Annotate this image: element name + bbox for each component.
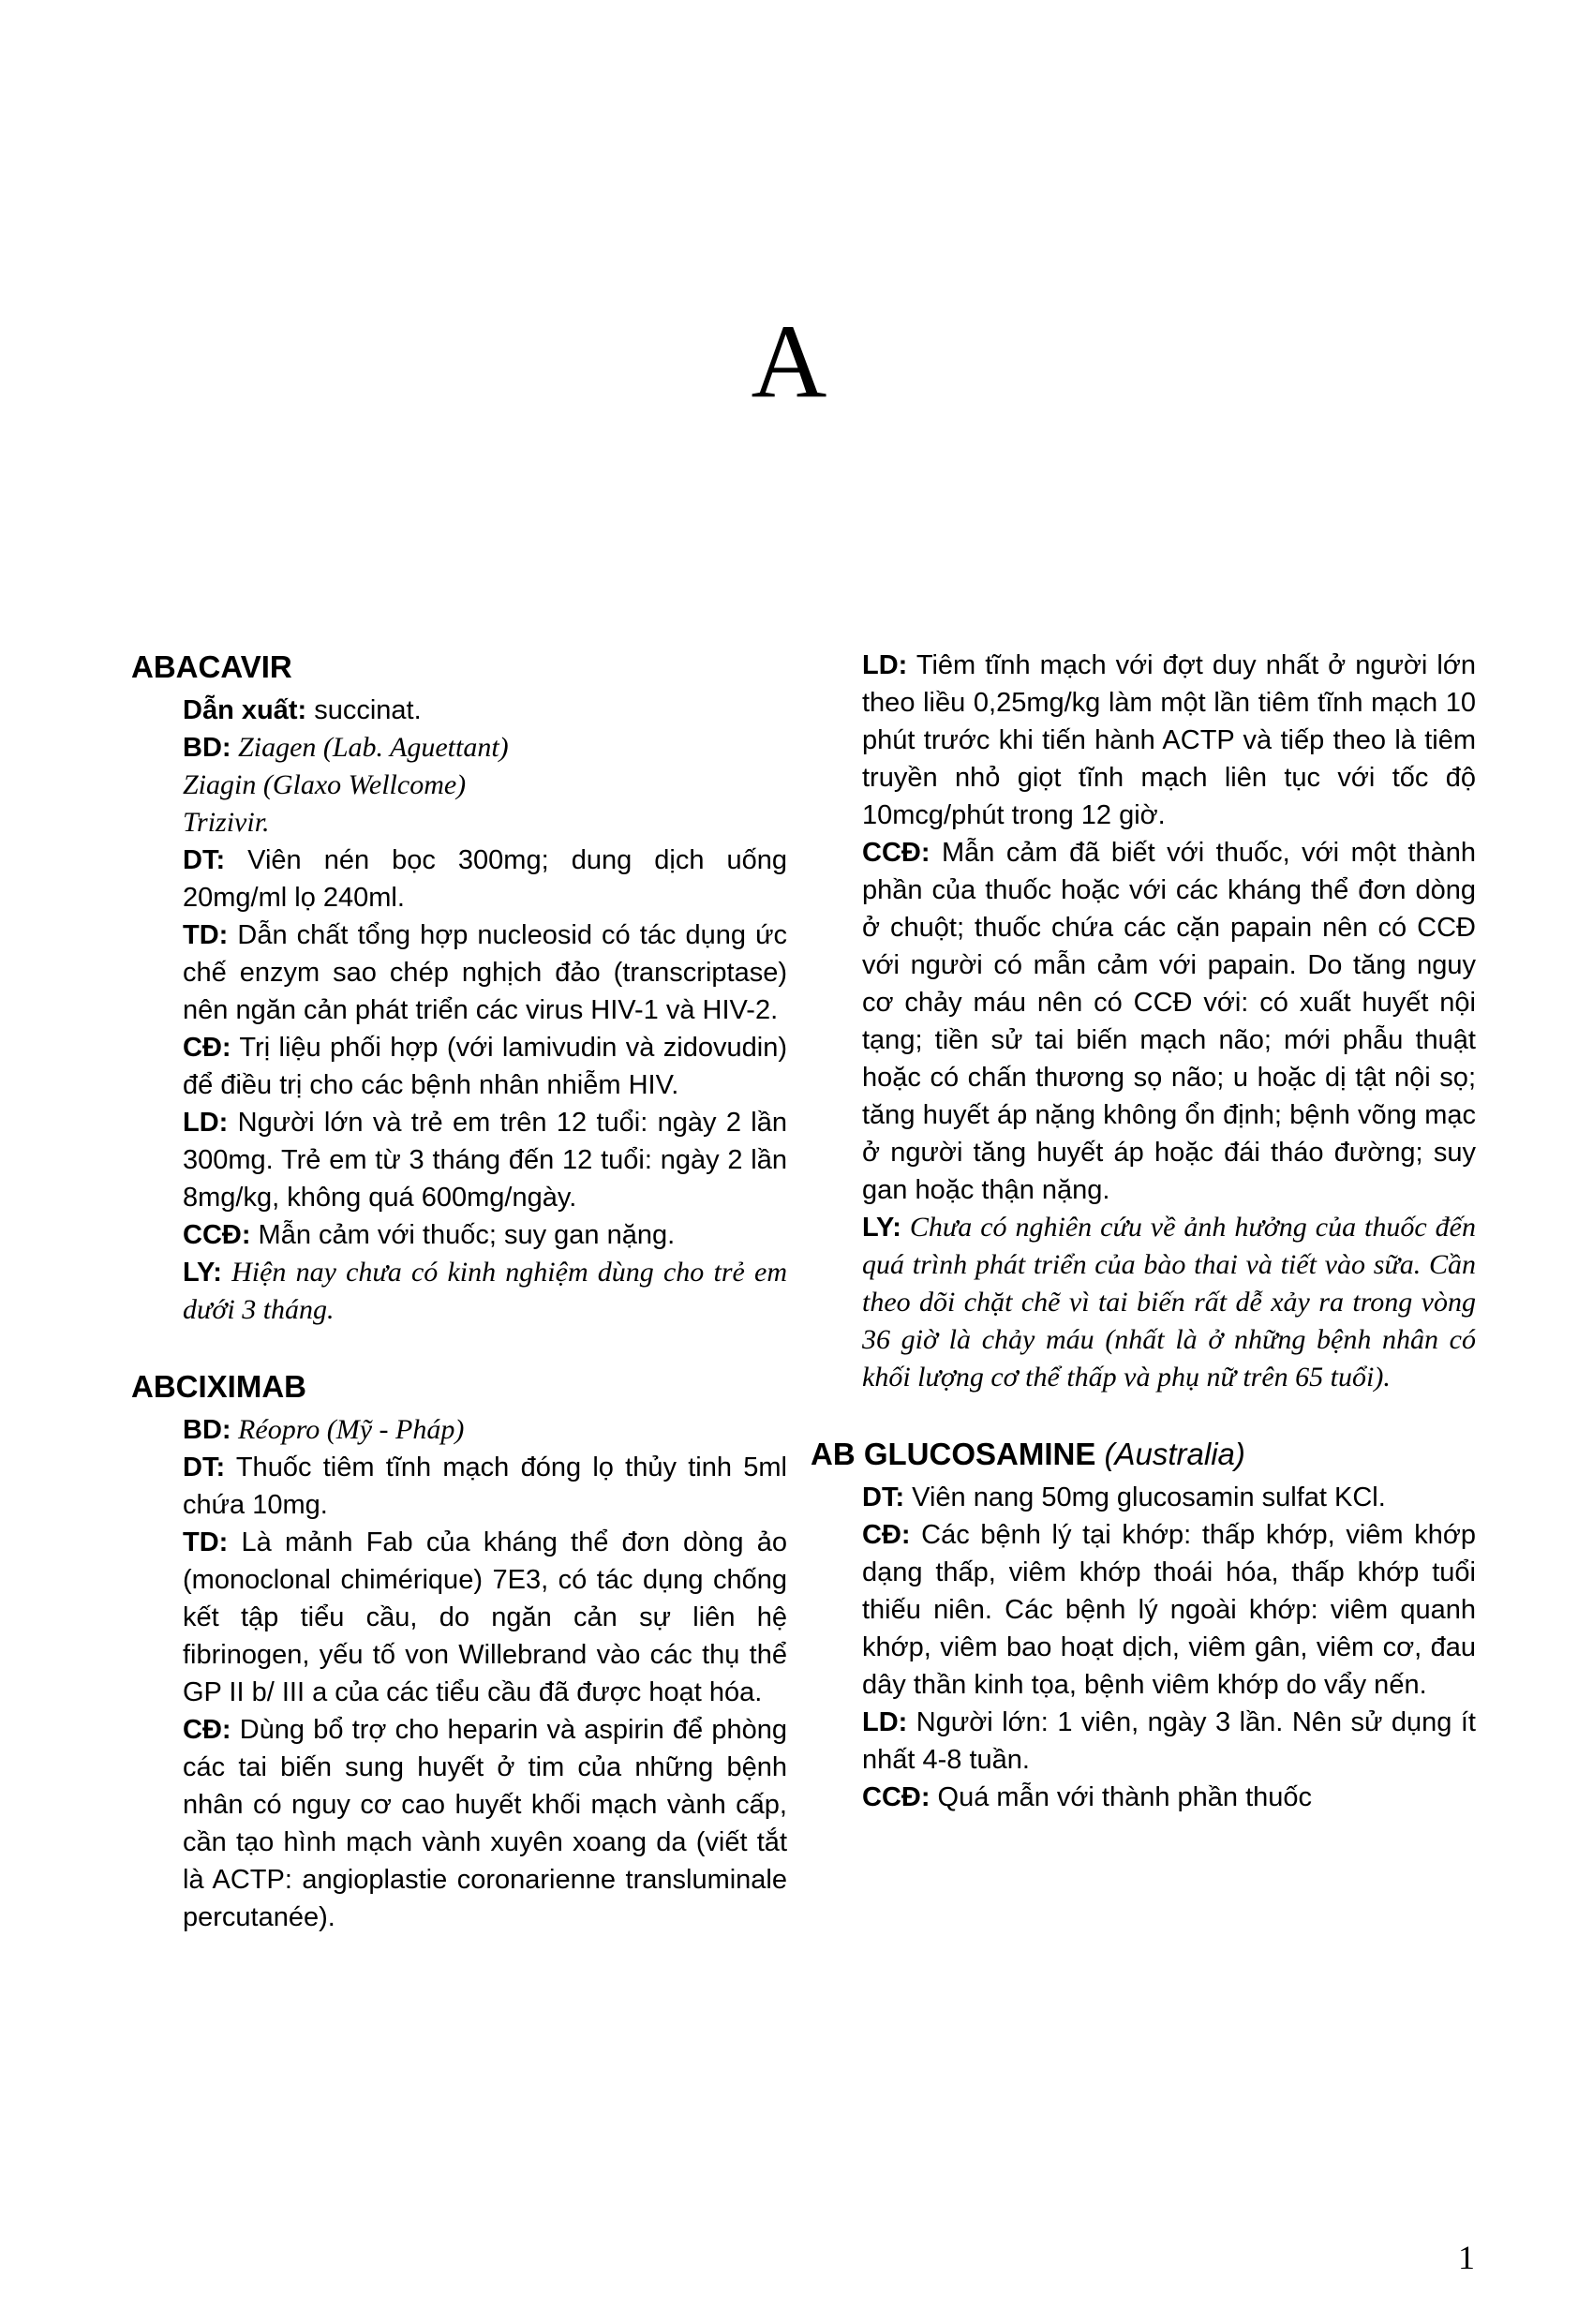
field-label: BD:	[183, 1415, 231, 1445]
drug-heading	[131, 647, 787, 688]
field-label: TD:	[183, 1527, 229, 1557]
field-label: CCĐ:	[862, 1782, 930, 1812]
field-text: Mẫn cảm với thuốc; suy gan nặng.	[250, 1220, 676, 1250]
drug-field	[862, 1704, 1476, 1779]
drug-entry	[131, 1366, 787, 1936]
field-label: CĐ:	[183, 1033, 231, 1063]
drug-entry	[131, 647, 787, 1329]
field-text: Các bệnh lý tại khớp: thấp khớp, viêm khớp dạng thấp, viêm khớp thoái hóa, thấp khớp tuổi thiếu niên. Các bệnh lý ngoài khớp: viêm quanh khớp, viêm bao hoạt dịch, viêm gân, viêm cơ, đau dây thần kinh tọa, bệnh viêm khớp do vẩy nến.	[862, 1520, 1476, 1700]
drug-field	[183, 1104, 787, 1216]
field-text: Réopro (Mỹ - Pháp)	[231, 1414, 465, 1445]
field-text: Dùng bổ trợ cho heparin và aspirin để phòng các tai biến sung huyết ở tim của những bệnh nhân có nguy cơ cao huyết khối mạch vành cấp, cần tạo hình mạch vành xuyên xoang da (viết tắt là ACTP: angioplastie coronarienne transluminale percutanée).	[183, 1715, 787, 1932]
field-label: CĐ:	[183, 1715, 231, 1745]
drug-name: ABACAVIR	[131, 649, 292, 684]
drug-field	[183, 842, 787, 916]
field-label: CĐ:	[862, 1520, 911, 1550]
drug-name: ABCIXIMAB	[131, 1369, 306, 1404]
field-text: Dẫn chất tổng hợp nucleosid có tác dụng ức chế enzym sao chép nghịch đảo (transcriptase) nên ngăn cản phát triển các virus HIV-1 và HIV-2.	[183, 920, 787, 1025]
drug-field	[862, 1779, 1476, 1816]
field-label: LD:	[862, 650, 908, 680]
right-column	[811, 647, 1476, 1854]
field-label: BD:	[183, 733, 231, 763]
drug-entry-continued	[811, 647, 1476, 1396]
drug-field	[862, 1479, 1476, 1516]
field-text: Quá mẫn với thành phần thuốc	[930, 1782, 1313, 1812]
field-label: LY:	[862, 1213, 901, 1243]
field-label: DT:	[862, 1482, 905, 1512]
drug-field	[862, 1516, 1476, 1704]
drug-field	[183, 729, 787, 767]
drug-entry	[811, 1434, 1476, 1816]
field-label: LD:	[862, 1707, 908, 1737]
drug-field	[862, 1209, 1476, 1396]
field-text: Là mảnh Fab của kháng thể đơn dòng ảo (monoclonal chimérique) 7E3, có tác dụng chống kết tập tiểu cầu, do ngăn cản sự liên hệ fibrinogen, yếu tố von Willebrand vào các thụ thể GP II b/ III a của các tiểu cầu đã được hoạt hóa.	[183, 1527, 787, 1707]
field-label: TD:	[183, 920, 229, 950]
drug-field	[183, 1524, 787, 1711]
field-text: Ziagin (Glaxo Wellcome)	[183, 769, 467, 800]
field-text: Viên nang 50mg glucosamin sulfat KCl.	[904, 1482, 1386, 1512]
field-text: Hiện nay chưa có kinh nghiệm dùng cho trẻ em dưới 3 tháng.	[183, 1257, 787, 1325]
field-label: Dẫn xuất:	[183, 695, 307, 725]
field-text: succinat.	[306, 695, 422, 725]
field-label: LY:	[183, 1258, 222, 1288]
drug-field	[183, 692, 787, 729]
drug-field	[183, 1029, 787, 1104]
field-text: Trị liệu phối hợp (với lamivudin và zidovudin) để điều trị cho các bệnh nhân nhiễm HIV.	[183, 1033, 787, 1100]
field-text: Thuốc tiêm tĩnh mạch đóng lọ thủy tinh 5ml chứa 10mg.	[183, 1452, 787, 1520]
drug-field	[183, 1711, 787, 1936]
field-label: LD:	[183, 1108, 229, 1138]
left-column	[131, 647, 787, 1974]
drug-field	[183, 1449, 787, 1524]
field-text: Tiêm tĩnh mạch với đợt duy nhất ở người lớn theo liều 0,25mg/kg làm một lần tiêm tĩnh mạch 10 phút trước khi tiến hành ACTP và tiếp theo là tiêm truyền nhỏ giọt tĩnh mạch liên tục với tốc độ 10mcg/phút trong 12 giờ.	[862, 650, 1476, 830]
field-text: Chưa có nghiên cứu về ảnh hưởng của thuốc đến quá trình phát triển của bào thai và tiết vào sữa. Cần theo dõi chặt chẽ vì tai biến rất dễ xảy ra trong vòng 36 giờ là chảy máu (nhất là ở những bệnh nhân có khối lượng cơ thể thấp và phụ nữ trên 65 tuổi).	[862, 1212, 1476, 1393]
field-text: Người lớn và trẻ em trên 12 tuổi: ngày 2 lần 300mg. Trẻ em từ 3 tháng đến 12 tuổi: ngày 2 lần 8mg/kg, không quá 600mg/ngày.	[183, 1108, 787, 1213]
drug-heading	[811, 1434, 1476, 1475]
field-text: Mẫn cảm đã biết với thuốc, với một thành phần của thuốc hoặc với các kháng thể đơn dòng ở chuột; thuốc chứa các cặn papain nên có CCĐ với người có mẫn cảm với papain. Do tăng nguy cơ chảy máu nên có CCĐ với: có xuất huyết nội tạng; tiền sử tai biến mạch não; mới phẫu thuật hoặc có chấn thương sọ não; u hoặc dị tật nội sọ; tăng huyết áp nặng không ổn định; bệnh võng mạc ở người tăng huyết áp hoặc đái tháo đường; suy gan hoặc thận nặng.	[862, 838, 1476, 1205]
drug-field	[183, 1254, 787, 1329]
drug-field	[862, 834, 1476, 1209]
drug-field	[183, 1411, 787, 1449]
field-label: CCĐ:	[862, 838, 930, 868]
field-label: CCĐ:	[183, 1220, 251, 1250]
drug-name: AB GLUCOSAMINE	[811, 1437, 1096, 1471]
section-letter: A	[751, 304, 827, 420]
field-text: Người lớn: 1 viên, ngày 3 lần. Nên sử dụng ít nhất 4-8 tuần.	[862, 1707, 1476, 1775]
drug-field	[183, 916, 787, 1029]
page-number: 1	[1458, 2239, 1475, 2276]
field-text: Viên nén bọc 300mg; dung dịch uống 20mg/ml lọ 240ml.	[183, 845, 787, 913]
drug-heading	[131, 1366, 787, 1408]
field-label: DT:	[183, 1452, 226, 1482]
drug-field	[183, 1216, 787, 1254]
drug-field	[183, 767, 787, 804]
field-text: Trizivir.	[183, 807, 270, 838]
drug-origin: (Australia)	[1104, 1437, 1245, 1471]
field-text: Ziagen (Lab. Aguettant)	[231, 732, 509, 763]
field-label: DT:	[183, 845, 226, 875]
drug-field	[183, 804, 787, 842]
drug-field	[862, 647, 1476, 834]
